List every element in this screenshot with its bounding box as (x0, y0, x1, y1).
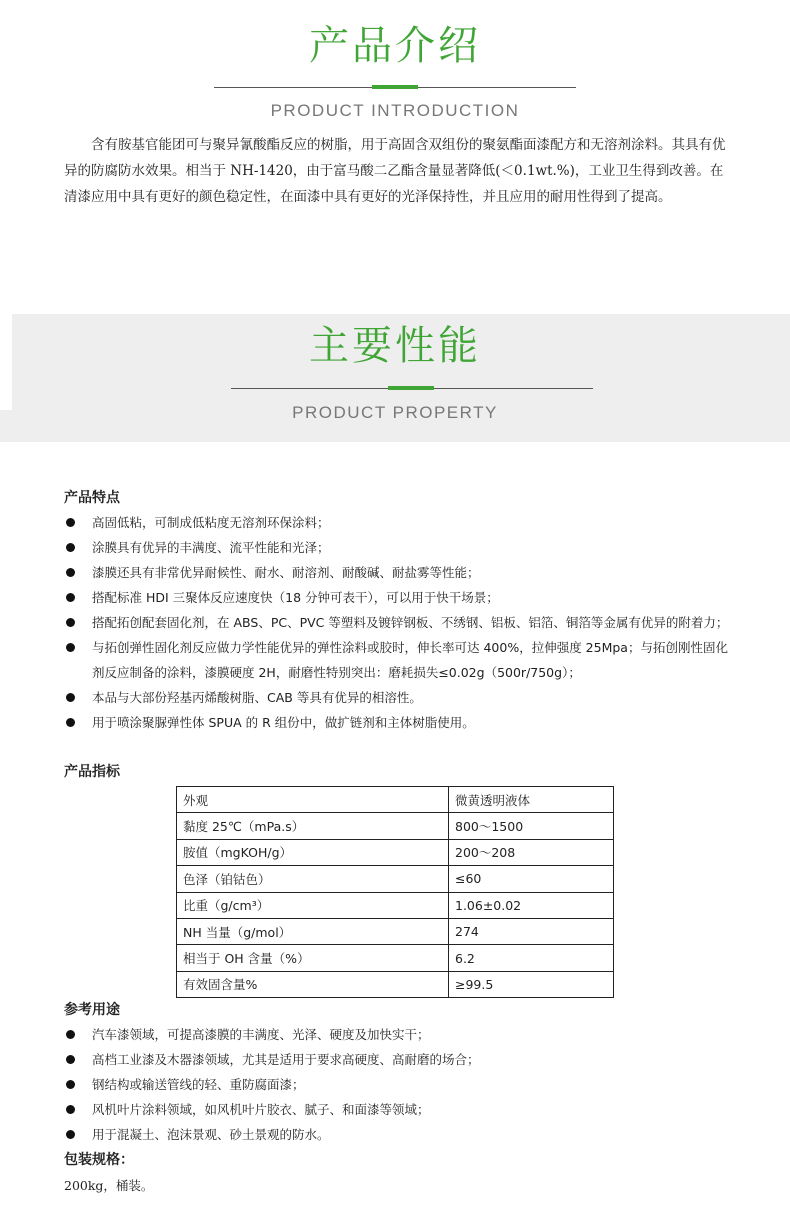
feature-text: 漆膜还具有非常优异耐候性、耐水、耐溶剂、耐酸碱、耐盐雾等性能； (92, 565, 480, 580)
table-row (177, 787, 614, 813)
table-row (177, 918, 614, 944)
table-row (177, 839, 614, 865)
feature-item (64, 685, 734, 710)
feature-text: 搭配标准 HDI 三聚体反应速度快（18 分钟可表干），可以用于快干场景； (92, 590, 499, 605)
spec-value: ≤60 (449, 866, 614, 892)
property-title-cn: 主要性能 (309, 323, 481, 369)
feature-text: 本品与大部份羟基丙烯酸树脂、CAB 等具有优异的相溶性。 (92, 690, 422, 705)
packaging-block (64, 1148, 734, 1200)
feature-text: 搭配拓创配套固化剂，在 ABS、PC、PVC 等塑料及镀锌钢板、不绣钢、铝板、铝箔、铜箔等金属有优异的附着力； (92, 615, 729, 630)
packaging-value: 200kg，桶装。 (64, 1178, 154, 1193)
application-text: 汽车漆领域，可提高漆膜的丰满度、光泽、硬度及加快实干； (92, 1027, 430, 1042)
bullet-dot-icon (66, 1030, 75, 1039)
table-row (177, 892, 614, 918)
feature-item (64, 560, 734, 585)
spec-value: 200～208 (449, 839, 614, 865)
application-text: 高档工业漆及木器漆领域，尤其是适用于要求高硬度、高耐磨的场合； (92, 1052, 480, 1067)
applications-block (64, 998, 734, 1147)
intro-heading (0, 22, 790, 70)
application-text: 钢结构或输送管线的轻、重防腐面漆； (92, 1077, 305, 1092)
feature-item (64, 585, 734, 610)
spec-value: 1.06±0.02 (449, 892, 614, 918)
bullet-dot-icon (66, 1080, 75, 1089)
application-item (64, 1047, 734, 1072)
bullet-dot-icon (66, 693, 75, 702)
bullet-dot-icon (66, 1055, 75, 1064)
specs-table (176, 786, 614, 998)
bullet-dot-icon (66, 1130, 75, 1139)
bullet-dot-icon (66, 543, 75, 552)
feature-item (64, 510, 734, 535)
application-text: 风机叶片涂料领域，如风机叶片胶衣、腻子、和面漆等领域； (92, 1102, 430, 1117)
application-item (64, 1022, 734, 1047)
spec-name: NH 当量（g/mol） (177, 918, 449, 944)
specs-block (64, 760, 734, 784)
bullet-dot-icon (66, 568, 75, 577)
spec-value: 微黄透明液体 (449, 787, 614, 813)
table-row (177, 813, 614, 839)
spec-name: 相当于 OH 含量（%） (177, 945, 449, 971)
table-row (177, 945, 614, 971)
application-item (64, 1097, 734, 1122)
intro-title-cn: 产品介绍 (309, 23, 481, 69)
features-block (64, 486, 734, 735)
specs-heading: 产品指标 (64, 764, 120, 780)
property-heading (0, 322, 790, 370)
bullet-dot-icon (66, 618, 75, 627)
application-item (64, 1072, 734, 1097)
feature-text: 与拓创弹性固化剂反应做力学性能优异的弹性涂料或胶时，伸长率可达 400%，拉伸强度 25Mpa；与拓创刚性固化剂反应制备的涂料，漆膜硬度 2H，耐磨性特别突出：磨耗损失≤0.02g（500r/750g）； (92, 640, 728, 680)
bullet-dot-icon (66, 593, 75, 602)
feature-text: 涂膜具有优异的丰满度、流平性能和光泽； (92, 540, 330, 555)
applications-heading: 参考用途 (64, 1002, 120, 1018)
feature-text: 高固低粘，可制成低粘度无溶剂环保涂料； (92, 515, 330, 530)
bullet-dot-icon (66, 1105, 75, 1114)
spec-name: 有效固含量% (177, 971, 449, 997)
feature-text: 用于喷涂聚脲弹性体 SPUA 的 R 组份中，做扩链剂和主体树脂使用。 (92, 715, 475, 730)
bullet-dot-icon (66, 518, 75, 527)
feature-item (64, 610, 734, 635)
spec-value: 800～1500 (449, 813, 614, 839)
feature-item (64, 535, 734, 560)
features-heading: 产品特点 (64, 490, 120, 506)
spec-name: 比重（g/cm³） (177, 892, 449, 918)
intro-paragraph: 含有胺基官能团可与聚异氰酸酯反应的树脂，用于高固含双组份的聚氨酯面漆配方和无溶剂涂料。其具有优异的防腐防水效果。相当于 NH-1420，由于富马酸二乙酯含量显著降低(＜0.1wt.%)，工业卫生得到改善。在清漆应用中具有更好的颜色稳定性，在面漆中具有更好的光泽保持性，并且应用的耐用性得到了提高。 (64, 137, 726, 205)
spec-name: 色泽（铂钴色） (177, 866, 449, 892)
spec-name: 外观 (177, 787, 449, 813)
bullet-dot-icon (66, 643, 75, 652)
bullet-dot-icon (66, 718, 75, 727)
application-text: 用于混凝土、泡沫景观、砂土景观的防水。 (92, 1127, 330, 1142)
spec-name: 胺值（mgKOH/g） (177, 839, 449, 865)
feature-item (64, 710, 734, 735)
intro-divider-accent (372, 85, 418, 89)
packaging-heading: 包装规格： (64, 1152, 134, 1168)
spec-name: 黏度 25℃（mPa.s） (177, 813, 449, 839)
table-row (177, 971, 614, 997)
intro-title-en: PRODUCT INTRODUCTION (270, 101, 520, 120)
spec-value: ≥99.5 (449, 971, 614, 997)
table-row (177, 866, 614, 892)
property-divider-accent (388, 386, 434, 390)
application-item (64, 1122, 734, 1147)
feature-item (64, 635, 734, 685)
property-title-en: PRODUCT PROPERTY (292, 403, 498, 422)
spec-value: 6.2 (449, 945, 614, 971)
spec-value: 274 (449, 918, 614, 944)
